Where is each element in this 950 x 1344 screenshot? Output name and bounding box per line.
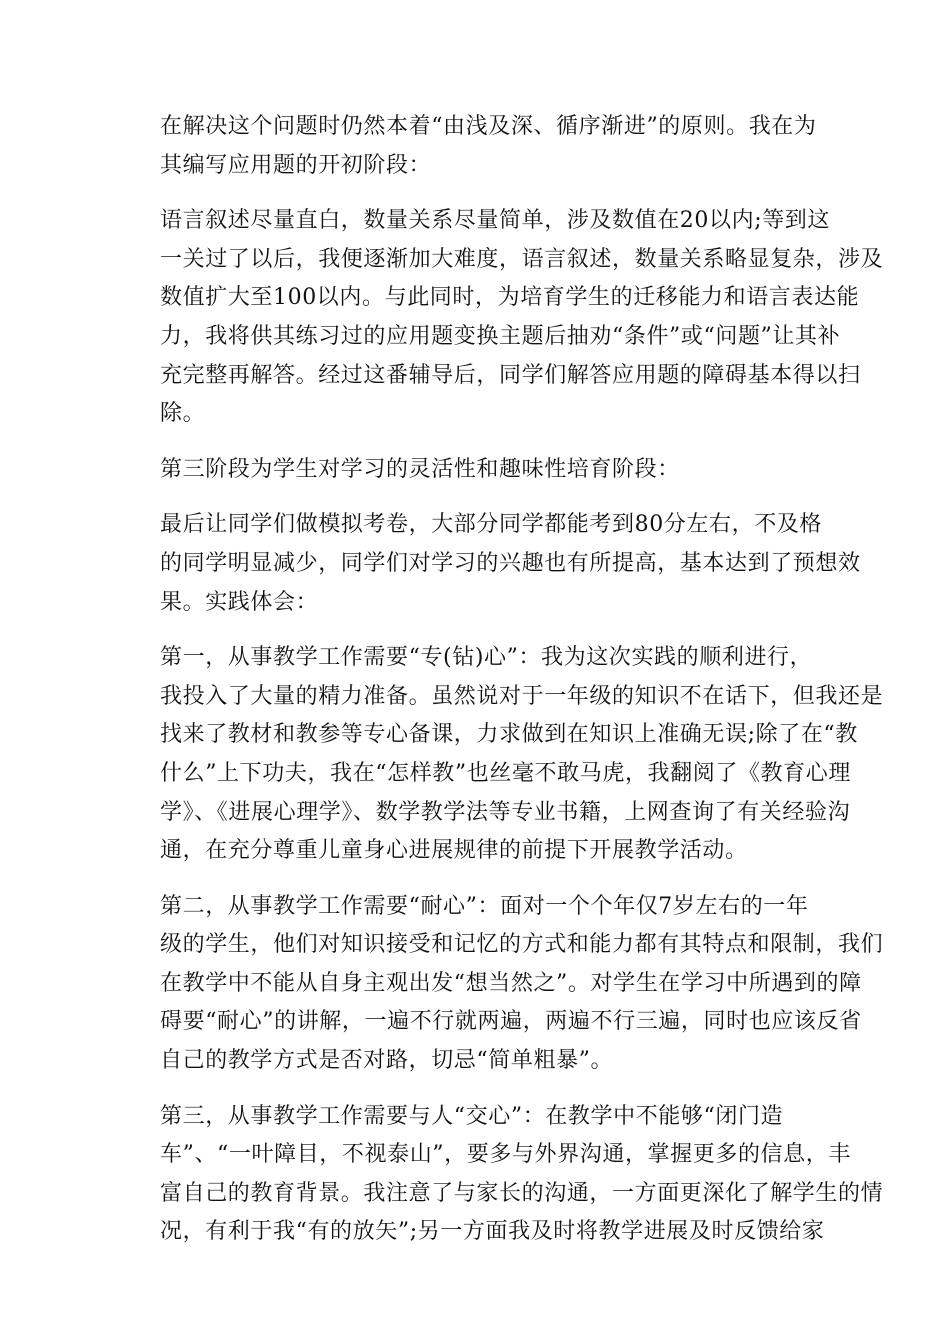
text-line: 第三阶段为学生对学习的灵活性和趣味性培育阶段： xyxy=(160,456,680,482)
text-line: 找来了教材和教参等专心备课，力求做到在知识上准确无误;除了在“教 xyxy=(160,722,858,748)
paragraph-problem-solving-principle xyxy=(116,108,836,185)
text-line: 其编写应用题的开初阶段： xyxy=(160,152,432,178)
text-line: 车”、“一叶障目，不视泰山”，要多与外界沟通，掌握更多的信息，丰 xyxy=(160,1142,851,1168)
text-line: 富自己的教育背景。我注意了与家长的沟通，一方面更深化了解学生的情 xyxy=(160,1180,884,1206)
text-line: 在解决这个问题时仍然本着“由浅及深、循序渐进”的原则。我在为 xyxy=(160,114,817,139)
paragraph-first-insight xyxy=(116,639,884,871)
text-line: 充完整再解答。经过这番辅导后，同学们解答应用题的障碍基本得以扫 xyxy=(160,362,861,388)
text-line: 学》、《进展心理学》、数学教学法等专业书籍，上网查询了有关经验沟 xyxy=(160,799,851,825)
text-line: 自己的教学方式是否对路，切忌“简单粗暴”。 xyxy=(160,1048,614,1074)
text-line: 碍要“耐心”的讲解，一遍不行就两遍，两遍不行三遍，同时也应该反省 xyxy=(160,1009,862,1035)
text-line: 我投入了大量的精力准备。虽然说对于一年级的知识不在话下，但我还是 xyxy=(160,683,884,709)
text-line: 第一，从事教学工作需要“专(钻)心”：我为这次实践的顺利进行， xyxy=(160,645,813,671)
paragraph-second-insight xyxy=(116,888,884,1081)
text-line: 力，我将供其练习过的应用题变换主题后抽劝“条件”或“问题”让其补 xyxy=(160,323,841,349)
paragraph-mock-exam-results xyxy=(116,506,861,622)
text-line: 第二，从事教学工作需要“耐心”：面对一个个年仅7岁左右的一年 xyxy=(160,893,809,919)
text-line: 在教学中不能从自身主观出发“想当然之”。对学生在学习中所遇到的障 xyxy=(160,970,862,996)
text-line: 什么”上下功夫，我在“怎样教”也丝毫不敢马虎，我翻阅了《教育心理 xyxy=(160,760,851,786)
text-line: 语言叙述尽量直白，数量关系尽量简单，涉及数值在20以内;等到这 xyxy=(160,208,831,234)
text-line: 第三，从事教学工作需要与人“交心”：在教学中不能够“闭门造 xyxy=(160,1103,784,1129)
text-line: 通，在充分尊重儿童身心进展规律的前提下开展教学活动。 xyxy=(160,838,748,864)
text-line: 数值扩大至100以内。与此同时，为培育学生的迁移能力和语言表达能 xyxy=(160,285,860,311)
text-line: 况，有利于我“有的放矢”;另一方面我及时将教学进展及时反馈给家 xyxy=(160,1219,825,1245)
text-line: 级的学生，他们对知识接受和记忆的方式和能力都有其特点和限制，我们 xyxy=(160,932,884,958)
paragraph-application-problems xyxy=(116,202,884,434)
paragraph-third-stage xyxy=(116,451,836,490)
text-line: 一关过了以后，我便逐渐加大难度，语言叙述，数量关系略显复杂，涉及 xyxy=(160,246,884,272)
text-line: 的同学明显减少，同学们对学习的兴趣也有所提高，基本达到了预想效 xyxy=(160,550,861,576)
document-body xyxy=(116,108,884,1269)
text-line: 最后让同学们做模拟考卷，大部分同学都能考到80分左右，不及格 xyxy=(160,512,822,538)
text-line: 果。实践体会： xyxy=(160,589,319,615)
text-line: 除。 xyxy=(160,401,206,427)
paragraph-third-insight xyxy=(116,1098,884,1252)
